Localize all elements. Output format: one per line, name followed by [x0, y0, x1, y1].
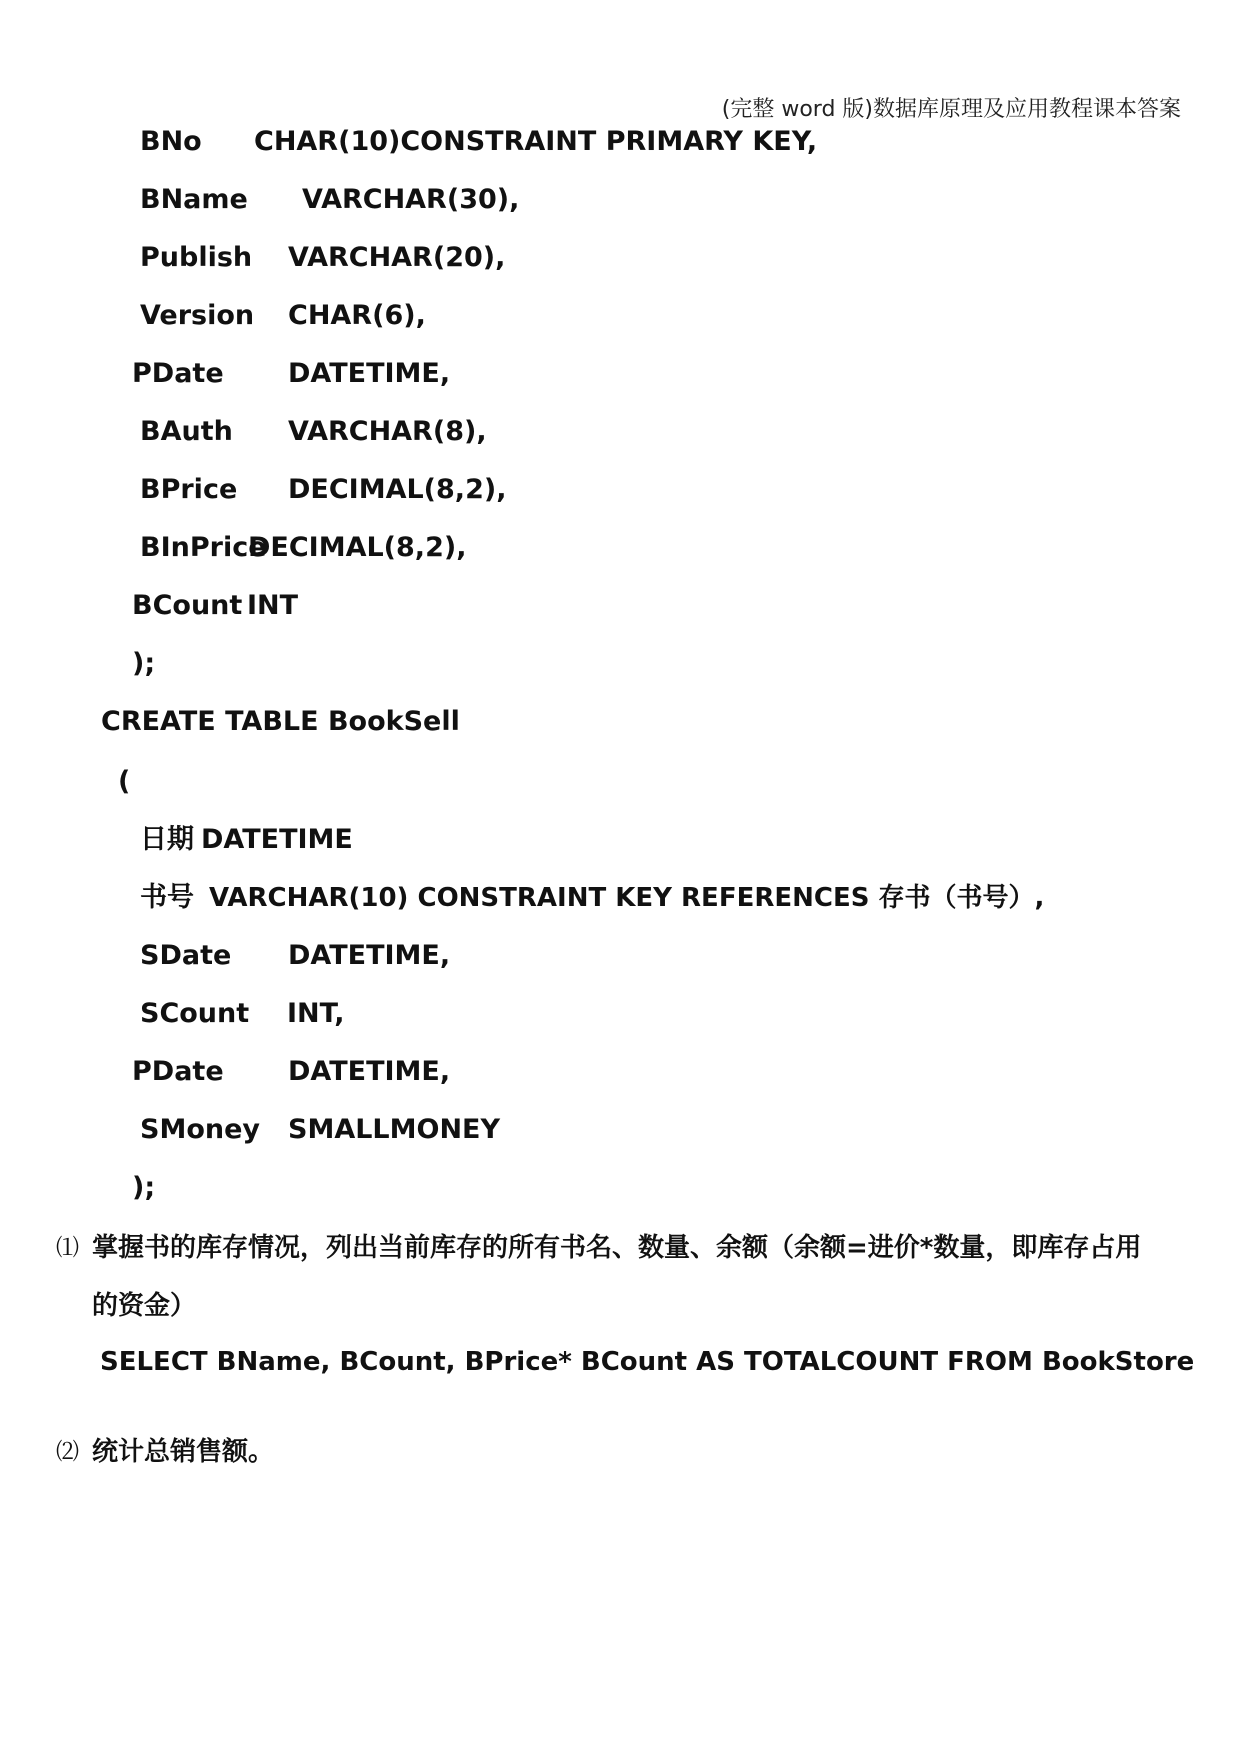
- field-name: SDate: [140, 940, 232, 971]
- field-type: VARCHAR(20),: [288, 242, 506, 273]
- open-paren: (: [118, 766, 131, 797]
- field-name: PDate: [132, 358, 224, 389]
- document-header: (完整 word 版)数据库原理及应用教程课本答案: [721, 97, 1181, 122]
- field-name: BName: [140, 184, 248, 215]
- field-name: BInPrice: [140, 532, 267, 563]
- field-name: 日期: [140, 824, 194, 855]
- field-type: DECIMAL(8,2),: [288, 474, 507, 505]
- field-name: Publish: [140, 242, 253, 273]
- field-name: BCount: [132, 590, 243, 621]
- field-type: DECIMAL(8,2),: [248, 532, 467, 563]
- field-type: VARCHAR(8),: [288, 416, 487, 447]
- question-text-continued: 的资金）: [92, 1291, 197, 1321]
- table-close: );: [132, 648, 156, 679]
- question-text: 掌握书的库存情况，列出当前库存的所有书名、数量、余额（余额=进价*数量，即库存占用: [92, 1233, 1142, 1263]
- question-number: ⑵: [56, 1439, 79, 1465]
- field-type: DATETIME,: [288, 1056, 451, 1087]
- field-type: DATETIME,: [288, 358, 451, 389]
- field-name: PDate: [132, 1056, 224, 1087]
- field-name: Version: [140, 300, 255, 331]
- field-type: SMALLMONEY: [288, 1114, 501, 1145]
- field-type: DATETIME: [201, 824, 353, 855]
- question-text: 统计总销售额。: [92, 1437, 275, 1467]
- field-name: BNo: [140, 126, 202, 157]
- field-type: INT: [247, 590, 299, 621]
- create-statement: CREATE TABLE BookSell: [101, 706, 460, 737]
- field-type: VARCHAR(30),: [302, 184, 520, 215]
- field-name: BPrice: [140, 474, 238, 505]
- field-type: VARCHAR(10) CONSTRAINT KEY REFERENCES 存书（书号）,: [209, 883, 1045, 913]
- table-close: );: [132, 1172, 156, 1203]
- question-number: ⑴: [56, 1235, 79, 1261]
- field-name: SMoney: [140, 1114, 260, 1145]
- field-name: 书号: [140, 882, 194, 913]
- field-type: CHAR(6),: [288, 300, 426, 331]
- field-name: SCount: [140, 998, 250, 1029]
- field-name: BAuth: [140, 416, 233, 447]
- field-type: CHAR(10)CONSTRAINT PRIMARY KEY,: [254, 126, 818, 157]
- field-type: INT,: [287, 998, 345, 1029]
- field-type: DATETIME,: [288, 940, 451, 971]
- sql-answer: SELECT BName, BCount, BPrice* BCount AS TOTALCOUNT FROM BookStore: [100, 1347, 1195, 1377]
